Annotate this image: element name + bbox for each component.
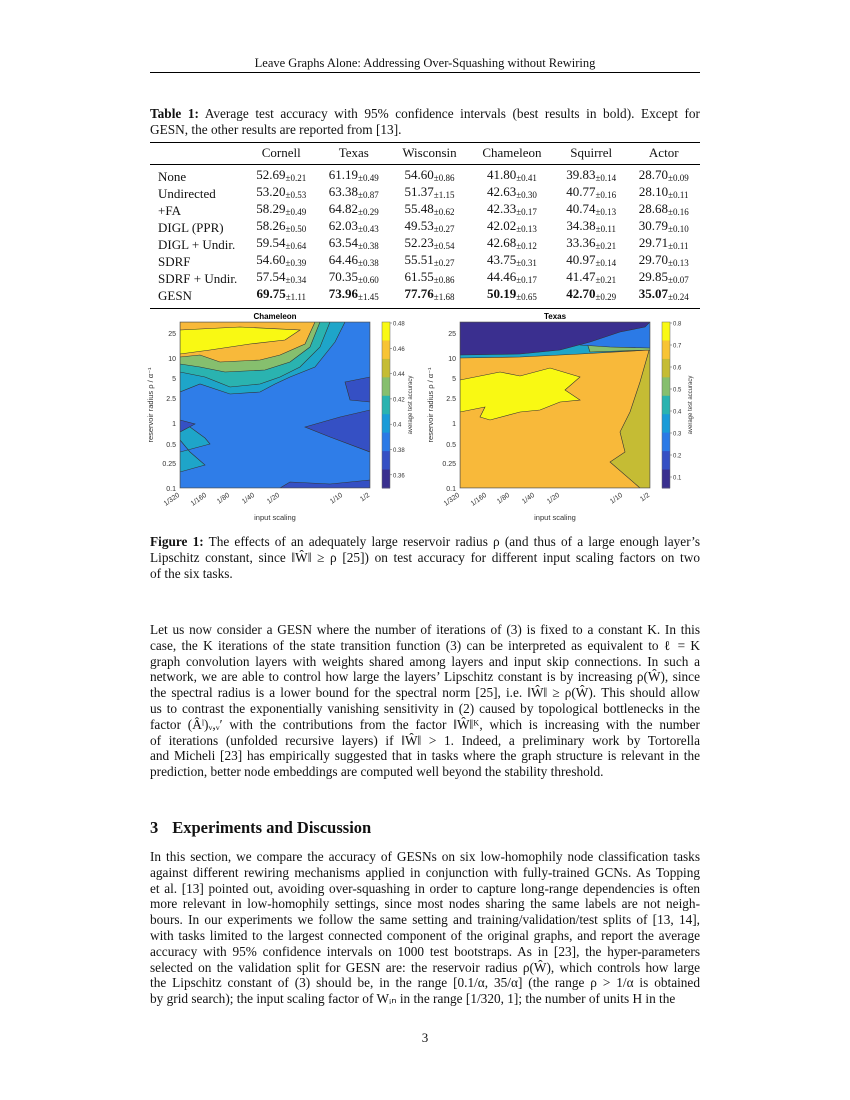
y-tick-label: 10 [448, 356, 456, 363]
cell-interval: ±0.54 [433, 241, 455, 251]
colorbar [662, 322, 694, 489]
text-line: accuracy with 95% confidence intervals on 1000 test bootstraps. As in [23], the hyper-parameters [150, 943, 700, 959]
y-axis-label: reservoir radius ρ / α⁻¹ [426, 367, 435, 443]
table-cell [555, 270, 628, 287]
table-cell [555, 202, 628, 219]
cell-interval: ±0.16 [595, 190, 617, 200]
y-tick-label: 2.5 [166, 396, 176, 403]
cell-value: 52.23 [404, 235, 434, 250]
cell-value: 43.75 [486, 252, 517, 267]
y-tick-label: 0.5 [446, 442, 456, 449]
cell-value: 55.48 [404, 201, 434, 216]
cell-value: 28.70 [638, 167, 668, 182]
cell-interval: ±0.60 [358, 275, 379, 285]
row-label: +FA [158, 203, 181, 218]
y-tick-label: 0.25 [442, 461, 456, 468]
text-line: prediction, better node embeddings are computed well beyond the stability threshold. [150, 764, 604, 780]
plot-title: Chameleon [253, 312, 297, 321]
cell-value: 54.60 [256, 252, 286, 267]
table-row [150, 165, 700, 186]
x-axis-label: input scaling [534, 513, 576, 522]
table-cell [627, 253, 700, 270]
text-line: case, the K iterations of the state transition function (3) can be interpreted as equivalent to ℓ = K [150, 637, 700, 653]
section-heading [150, 818, 385, 838]
colorbar-tick-label: 0.44 [393, 372, 405, 379]
table-cell [627, 236, 700, 253]
cell-interval: ±0.34 [285, 275, 307, 285]
colorbar-segment [382, 322, 390, 341]
cell-value: 50.19 [486, 286, 517, 301]
caption-text: GESN, the other results are reported from [13]. [150, 122, 402, 137]
y-tick-label: 5 [452, 376, 456, 383]
text-line: the spectral radius is a lower bound for the spectral norm [25], i.e. ‖Ŵ‖ ≥ ρ(Ŵ). This should allow [150, 685, 700, 701]
y-tick-label: 25 [168, 331, 176, 338]
paragraph [150, 622, 700, 780]
table-cell [469, 165, 555, 186]
table-row [150, 202, 700, 219]
y-axis-label: reservoir radius ρ / α⁻¹ [146, 367, 155, 443]
colorbar-segment [662, 414, 670, 433]
cell-interval: ±0.43 [358, 224, 379, 234]
cell-interval: ±0.17 [516, 207, 537, 217]
cell-interval: ±0.12 [516, 241, 537, 251]
cell-interval: ±0.41 [516, 173, 537, 183]
table-cell [627, 219, 700, 236]
cell-interval: ±0.87 [358, 190, 379, 200]
cell-interval: ±0.10 [668, 224, 689, 234]
table-cell [469, 270, 555, 287]
cell-interval: ±0.14 [595, 258, 617, 268]
text-line: with tasks limited to the largest connected component of the original graphs, and report the average [150, 927, 700, 943]
table-cell [390, 219, 469, 236]
colorbar-tick-label: 0.42 [393, 397, 405, 404]
table-cell [318, 202, 391, 219]
y-tick-label: 0.25 [162, 461, 176, 468]
cell-value: 42.70 [566, 286, 596, 301]
text-line: network, we are able to control how large the layers’ Lipschitz constant is by increasing ρ(Ŵ), since [150, 669, 700, 685]
colorbar-segment [662, 396, 670, 415]
cell-interval: ±0.13 [595, 207, 617, 217]
text-line: by grid search); the input scaling factor of Wᵢₙ in the range [1/320, 1]; the number of units H in the [150, 991, 676, 1007]
contour-plot-texas [426, 312, 694, 522]
colorbar-segment [662, 433, 670, 452]
table-cell [318, 185, 391, 202]
colorbar-segment [662, 377, 670, 396]
table-cell [469, 185, 555, 202]
cell-interval: ±0.16 [668, 207, 689, 217]
cell-interval: ±1.11 [285, 292, 307, 302]
cell-interval: ±0.49 [358, 173, 379, 183]
colorbar-tick-label: 0.5 [673, 387, 682, 394]
x-tick-label: 1/20 [545, 491, 562, 506]
cell-interval: ±0.86 [433, 173, 455, 183]
caption-text: The effects of an adequately large reservoir radius ρ (and thus of a large enough layer’s [203, 534, 700, 549]
y-tick-label: 25 [448, 331, 456, 338]
cell-value: 63.38 [328, 184, 359, 199]
cell-value: 61.19 [328, 167, 359, 182]
column-header: Texas [318, 143, 391, 165]
cell-value: 55.51 [404, 252, 434, 267]
cell-value: 69.75 [256, 286, 286, 301]
colorbar-tick-label: 0.3 [673, 431, 682, 438]
cell-value: 40.74 [566, 201, 596, 216]
column-header: Chameleon [469, 143, 555, 165]
cell-value: 64.82 [328, 201, 359, 216]
table-cell [318, 219, 391, 236]
paragraph [150, 849, 700, 1007]
cell-interval: ±0.13 [516, 224, 537, 234]
table-cell [555, 253, 628, 270]
colorbar-segment [382, 433, 390, 452]
cell-interval: ±0.11 [668, 241, 689, 251]
row-label: Undirected [158, 186, 216, 201]
text-line: more relevant in low-homophily settings, since most nodes sharing the same labels are not neigh- [150, 896, 700, 912]
cell-interval: ±0.09 [668, 173, 689, 183]
colorbar-segment [662, 451, 670, 470]
cell-interval: ±0.24 [668, 292, 689, 302]
cell-interval: ±0.21 [285, 173, 307, 183]
text-line: us to contrast the exponentially vanishing sensitivity in (2) caused by topological bottlenecks in the [150, 700, 700, 716]
cell-interval: ±1.45 [358, 292, 379, 302]
colorbar-segment [382, 340, 390, 359]
x-tick-label: 1/160 [189, 491, 209, 508]
colorbar-tick-label: 0.8 [673, 321, 682, 328]
cell-value: 29.85 [638, 269, 668, 284]
colorbar-tick-label: 0.38 [393, 448, 405, 454]
table-cell [469, 236, 555, 253]
cell-value: 42.02 [486, 218, 517, 233]
cell-interval: ±0.21 [595, 275, 617, 285]
cell-value: 62.03 [328, 218, 359, 233]
cell-interval: ±0.38 [358, 241, 379, 251]
column-header: Actor [627, 143, 700, 165]
text-line: bours. In our experiments we follow the same setting and training/validation/test splits of [13, 14], [150, 912, 700, 928]
table-caption [150, 106, 700, 138]
cell-value: 42.33 [486, 201, 517, 216]
y-tick-label: 0.5 [166, 442, 176, 449]
cell-interval: ±0.13 [668, 258, 689, 268]
table-cell [469, 219, 555, 236]
section-number: 3 [150, 818, 159, 837]
figure-caption [150, 534, 700, 582]
colorbar-segment [382, 414, 390, 433]
cell-interval: ±0.53 [285, 190, 307, 200]
colorbar-segment [662, 340, 670, 359]
cell-value: 77.76 [404, 286, 434, 301]
table-caption-label: Table 1: [150, 106, 199, 121]
colorbar-tick-label: 0.48 [393, 321, 405, 328]
colorbar-tick-label: 0.4 [673, 409, 682, 416]
table-cell [318, 165, 391, 186]
colorbar-segment [382, 377, 390, 396]
colorbar-segment [382, 451, 390, 470]
table-row [150, 185, 700, 202]
y-tick-label: 0.1 [446, 486, 456, 493]
colorbar-label: average test accuracy [688, 375, 694, 435]
cell-value: 41.80 [486, 167, 517, 182]
table-row [150, 236, 700, 253]
table-cell [555, 185, 628, 202]
x-tick-label: 1/80 [495, 491, 512, 506]
cell-interval: ±0.50 [285, 224, 307, 234]
cell-value: 39.83 [566, 167, 596, 182]
cell-value: 44.46 [486, 269, 517, 284]
text-line: selected on the validation split for GESN are: the reservoir radius ρ(Ŵ), which controls how large [150, 959, 700, 975]
figure-caption-label: Figure 1: [150, 534, 204, 549]
cell-value: 58.26 [256, 218, 286, 233]
contour-regions [460, 322, 650, 488]
y-tick-label: 1 [172, 421, 176, 428]
table-cell [245, 253, 318, 270]
cell-value: 61.55 [404, 269, 434, 284]
caption-text: Average test accuracy with 95% confidence intervals (best results in bold). Except for [198, 106, 700, 121]
row-label: SDRF + Undir. [158, 271, 238, 286]
table-cell [469, 253, 555, 270]
x-tick-label: 1/10 [608, 491, 625, 506]
results-table [150, 142, 700, 309]
cell-interval: ±0.62 [433, 207, 455, 217]
cell-interval: ±0.29 [358, 207, 379, 217]
cell-value: 42.63 [486, 184, 517, 199]
cell-interval: ±1.15 [433, 190, 455, 200]
cell-value: 64.46 [328, 252, 359, 267]
colorbar-segment [662, 470, 670, 489]
table-cell [627, 202, 700, 219]
table-cell [245, 185, 318, 202]
cell-interval: ±0.17 [516, 275, 537, 285]
table-cell [555, 236, 628, 253]
colorbar-tick-label: 0.1 [673, 475, 682, 482]
colorbar-tick-label: 0.7 [673, 343, 682, 350]
y-tick-label: 10 [168, 356, 176, 363]
y-tick-label: 0.1 [166, 486, 176, 493]
x-tick-label: 1/2 [359, 491, 372, 504]
cell-value: 42.68 [486, 235, 517, 250]
x-tick-label: 1/320 [162, 491, 182, 508]
column-header: Wisconsin [390, 143, 469, 165]
running-head: Leave Graphs Alone: Addressing Over-Squashing without Rewiring [254, 56, 596, 70]
cell-interval: ±0.11 [595, 224, 616, 234]
table-cell [627, 185, 700, 202]
x-tick-label: 1/40 [240, 491, 257, 506]
colorbar-segment [382, 359, 390, 378]
row-label: DIGL + Undir. [158, 237, 236, 252]
column-header [150, 143, 245, 165]
table-cell [390, 185, 469, 202]
cell-value: 58.29 [256, 201, 286, 216]
cell-interval: ±0.14 [595, 173, 617, 183]
cell-interval: ±0.21 [595, 241, 617, 251]
text-line: the Lipschitz constant of (3) should be, in the range [0.1/α, 35/α] (the range ρ > 1/α is obtained [150, 975, 700, 991]
cell-interval: ±0.38 [358, 258, 379, 268]
text-line: of iterations (unfolded recursive layers) if ‖Ŵ‖ > 1. Indeed, a preliminary work by Tortorella [150, 732, 700, 748]
cell-value: 28.10 [638, 184, 669, 199]
table-header-row [150, 143, 700, 165]
table-cell [390, 165, 469, 186]
table-cell [245, 219, 318, 236]
table-cell [555, 165, 628, 186]
cell-value: 30.79 [638, 218, 668, 233]
colorbar [382, 322, 414, 489]
cell-value: 28.68 [638, 201, 668, 216]
x-tick-label: 1/40 [520, 491, 537, 506]
table-row [150, 219, 700, 236]
colorbar-label: average test accuracy [408, 375, 414, 435]
table-cell [555, 219, 628, 236]
table-cell [390, 236, 469, 253]
cell-value: 41.47 [566, 269, 596, 284]
table-row [150, 253, 700, 270]
cell-interval: ±0.27 [433, 258, 455, 268]
cell-interval: ±0.49 [285, 207, 307, 217]
table-cell [390, 270, 469, 287]
y-tick-label: 5 [172, 376, 176, 383]
table-cell [245, 236, 318, 253]
y-tick-label: 2.5 [446, 396, 456, 403]
cell-interval: ±0.07 [668, 275, 689, 285]
table-cell [245, 202, 318, 219]
row-label: SDRF [158, 254, 191, 269]
row-label: DIGL (PPR) [158, 220, 224, 235]
cell-value: 40.97 [566, 252, 596, 267]
x-tick-label: 1/20 [265, 491, 282, 506]
contour-plot-chameleon [146, 312, 414, 522]
table-cell [245, 165, 318, 186]
cell-value: 53.20 [256, 184, 286, 199]
text-line: factor (Âˡ)ᵥ,ᵥ′ with the contributions from the factor ‖Ŵ‖ᴷ, which is increasing with the number [150, 716, 700, 732]
y-tick-label: 1 [452, 421, 456, 428]
x-tick-label: 1/160 [469, 491, 489, 508]
cell-value: 40.77 [566, 184, 596, 199]
colorbar-segment [662, 322, 670, 341]
table-cell [390, 253, 469, 270]
x-tick-label: 1/2 [639, 491, 652, 504]
colorbar-segment [382, 470, 390, 489]
text-line: In this section, we compare the accuracy of GESNs on six low-homophily node classification tasks [150, 849, 700, 864]
section-title: Experiments and Discussion [172, 818, 372, 837]
cell-value: 57.54 [256, 269, 286, 284]
table-cell [627, 270, 700, 287]
colorbar-tick-label: 0.6 [673, 365, 682, 372]
table-cell [318, 253, 391, 270]
row-label: GESN [158, 288, 192, 303]
table-cell [245, 270, 318, 287]
table-cell [318, 270, 391, 287]
cell-value: 51.37 [404, 184, 434, 199]
text-line: and Micheli [23] has empirically suggested that in tasks where the graph structure is relevant in the [150, 748, 700, 764]
header-rule [150, 72, 700, 73]
text-line: Let us now consider a GESN where the number of iterations of (3) is fixed to a constant K. In this [150, 622, 700, 637]
cell-value: 34.38 [566, 218, 596, 233]
cell-value: 63.54 [328, 235, 359, 250]
text-line: against different rewiring mechanisms applied in conjunction with fully-trained GCNs. As Topping [150, 864, 700, 880]
colorbar-tick-label: 0.2 [673, 453, 682, 460]
cell-interval: ±0.11 [668, 190, 689, 200]
colorbar-tick-label: 0.36 [393, 473, 405, 480]
cell-value: 70.35 [328, 269, 359, 284]
x-tick-label: 1/80 [215, 491, 232, 506]
cell-interval: ±0.64 [285, 241, 307, 251]
cell-value: 59.54 [256, 235, 286, 250]
plot-title: Texas [543, 312, 567, 321]
cell-interval: ±0.27 [433, 224, 455, 234]
cell-interval: ±0.65 [516, 292, 537, 302]
cell-value: 29.70 [638, 252, 668, 267]
text-line: graph convolution layers with weights shared among layers and input skip connections. In such a [150, 653, 700, 669]
x-tick-label: 1/10 [328, 491, 345, 506]
cell-value: 29.71 [638, 235, 669, 250]
cell-value: 33.36 [566, 235, 596, 250]
figure-1 [0, 300, 850, 530]
table-cell [390, 202, 469, 219]
colorbar-tick-label: 0.46 [393, 346, 405, 353]
colorbar-tick-label: 0.4 [393, 422, 402, 429]
caption-text: of the six tasks. [150, 566, 233, 581]
cell-interval: ±0.39 [285, 258, 307, 268]
cell-interval: ±0.29 [595, 292, 617, 302]
cell-interval: ±0.30 [516, 190, 537, 200]
cell-value: 54.60 [404, 167, 434, 182]
colorbar-segment [662, 359, 670, 378]
cell-value: 35.07 [638, 286, 668, 301]
text-line: et al. [13] pointed out, avoiding over-squashing in order to capture long-range dependencies is often [150, 880, 700, 896]
cell-interval: ±1.68 [433, 292, 455, 302]
table-row [150, 270, 700, 287]
table-cell [469, 202, 555, 219]
row-label: None [158, 169, 187, 184]
contour-regions [180, 322, 370, 488]
table-cell [627, 165, 700, 186]
column-header: Cornell [245, 143, 318, 165]
x-tick-label: 1/320 [442, 491, 462, 508]
caption-text: Lipschitz constant, since ‖Ŵ‖ ≥ ρ [25]) on test accuracy for different input scaling factors on two [150, 550, 700, 565]
cell-value: 49.53 [404, 218, 434, 233]
cell-value: 73.96 [328, 286, 359, 301]
x-axis-label: input scaling [254, 513, 296, 522]
colorbar-segment [382, 396, 390, 415]
cell-interval: ±0.31 [516, 258, 537, 268]
cell-interval: ±0.86 [433, 275, 455, 285]
table-cell [318, 236, 391, 253]
column-header: Squirrel [555, 143, 628, 165]
page-number: 3 [421, 1030, 429, 1045]
cell-value: 52.69 [256, 167, 286, 182]
